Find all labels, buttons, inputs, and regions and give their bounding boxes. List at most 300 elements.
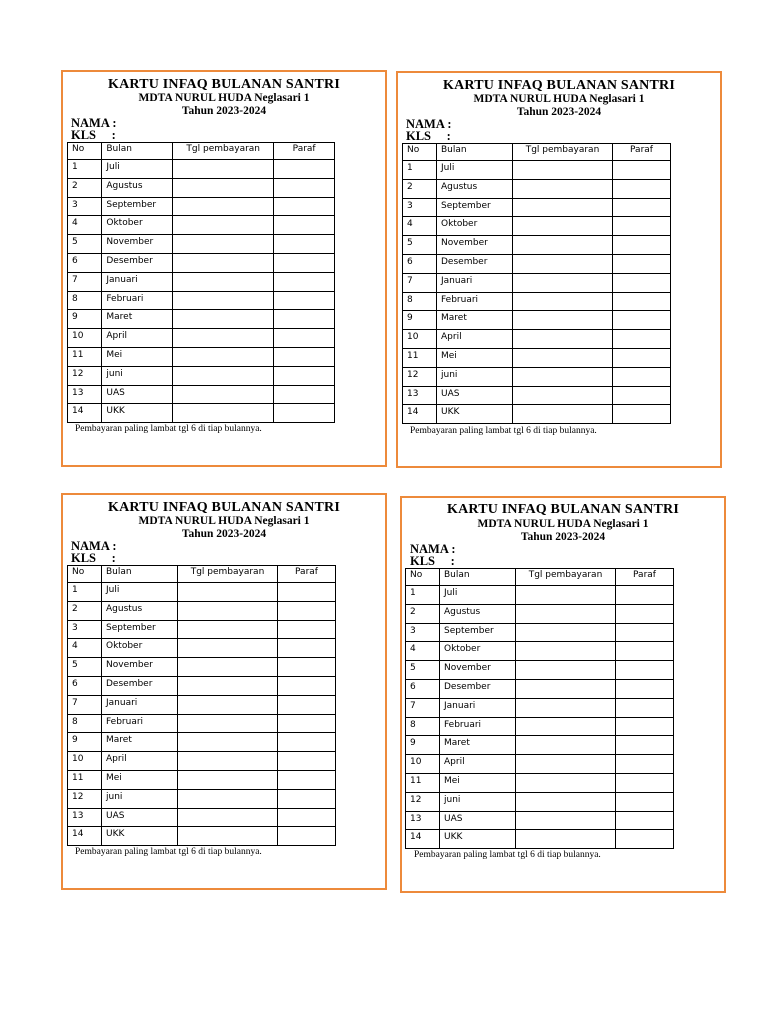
cell-paraf bbox=[613, 254, 671, 273]
cell-tgl-pembayaran bbox=[178, 789, 278, 808]
cell-no: 9 bbox=[68, 310, 102, 329]
cell-tgl-pembayaran bbox=[516, 586, 616, 605]
cell-bulan: Juli bbox=[102, 583, 178, 602]
cell-paraf bbox=[613, 179, 671, 198]
kls-label: KLS : bbox=[406, 129, 451, 143]
cell-bulan: Maret bbox=[102, 733, 178, 752]
cell-no: 7 bbox=[403, 273, 437, 292]
table-row bbox=[406, 642, 674, 661]
cell-paraf bbox=[613, 236, 671, 255]
school-year: Tahun 2023-2024 bbox=[516, 106, 602, 118]
cell-bulan: Agustus bbox=[102, 601, 178, 620]
header-no: No bbox=[406, 569, 440, 586]
header-tgl-pembayaran: Tgl pembayaran bbox=[513, 144, 613, 161]
table-row bbox=[68, 583, 336, 602]
cell-paraf bbox=[613, 161, 671, 180]
table-row bbox=[403, 273, 671, 292]
cell-no: 12 bbox=[68, 366, 102, 385]
header-no: No bbox=[68, 143, 102, 160]
cell-no: 4 bbox=[68, 216, 102, 235]
cell-no: 8 bbox=[403, 292, 437, 311]
cell-tgl-pembayaran bbox=[513, 161, 613, 180]
cell-bulan: Juli bbox=[437, 161, 513, 180]
cell-paraf bbox=[278, 733, 336, 752]
cell-tgl-pembayaran bbox=[178, 714, 278, 733]
cell-bulan: November bbox=[437, 236, 513, 255]
cell-tgl-pembayaran bbox=[173, 310, 274, 329]
cell-bulan: September bbox=[437, 198, 513, 217]
table-row bbox=[406, 792, 674, 811]
cell-bulan: UKK bbox=[102, 827, 178, 846]
infaq-card-2 bbox=[396, 71, 722, 468]
cell-no: 9 bbox=[68, 733, 102, 752]
cell-no: 13 bbox=[403, 386, 437, 405]
cell-paraf bbox=[274, 160, 335, 179]
nama-label: NAMA : bbox=[406, 117, 452, 131]
cell-no: 3 bbox=[68, 197, 102, 216]
cell-tgl-pembayaran bbox=[516, 811, 616, 830]
cell-paraf bbox=[274, 253, 335, 272]
cell-tgl-pembayaran bbox=[513, 330, 613, 349]
table-row bbox=[68, 808, 336, 827]
cell-tgl-pembayaran bbox=[516, 698, 616, 717]
table-row bbox=[403, 292, 671, 311]
table-row bbox=[68, 676, 336, 695]
cell-paraf bbox=[613, 198, 671, 217]
cell-paraf bbox=[274, 385, 335, 404]
cell-no: 11 bbox=[403, 348, 437, 367]
cell-no: 11 bbox=[68, 347, 102, 366]
cell-paraf bbox=[274, 329, 335, 348]
cell-tgl-pembayaran bbox=[516, 623, 616, 642]
cell-no: 1 bbox=[68, 583, 102, 602]
cell-tgl-pembayaran bbox=[516, 755, 616, 774]
cell-no: 3 bbox=[406, 623, 440, 642]
cell-no: 1 bbox=[68, 160, 102, 179]
cell-paraf bbox=[274, 216, 335, 235]
header-paraf: Paraf bbox=[616, 569, 674, 586]
cell-paraf bbox=[274, 347, 335, 366]
table-row bbox=[403, 311, 671, 330]
header-bulan: Bulan bbox=[102, 566, 178, 583]
payment-rows bbox=[68, 160, 335, 423]
kls-label: KLS : bbox=[71, 551, 116, 565]
cell-tgl-pembayaran bbox=[178, 658, 278, 677]
cell-no: 4 bbox=[68, 639, 102, 658]
cell-no: 14 bbox=[68, 827, 102, 846]
cell-bulan: Maret bbox=[440, 736, 516, 755]
table-row bbox=[68, 620, 336, 639]
cell-bulan: April bbox=[102, 329, 173, 348]
payment-rows bbox=[68, 583, 336, 846]
table-row bbox=[68, 658, 336, 677]
cell-tgl-pembayaran bbox=[173, 291, 274, 310]
cell-tgl-pembayaran bbox=[173, 272, 274, 291]
table-row bbox=[68, 160, 335, 179]
cell-tgl-pembayaran bbox=[513, 405, 613, 424]
cell-no: 4 bbox=[406, 642, 440, 661]
table-row bbox=[406, 811, 674, 830]
cell-bulan: Desember bbox=[440, 679, 516, 698]
cell-tgl-pembayaran bbox=[173, 347, 274, 366]
cell-bulan: UAS bbox=[102, 385, 173, 404]
payment-table bbox=[402, 143, 671, 424]
table-row bbox=[403, 236, 671, 255]
cell-no: 14 bbox=[406, 830, 440, 849]
card-title: KARTU INFAQ BULANAN SANTRI bbox=[447, 502, 679, 517]
cell-paraf bbox=[613, 367, 671, 386]
header-tgl-pembayaran: Tgl pembayaran bbox=[173, 143, 274, 160]
table-row bbox=[406, 604, 674, 623]
cell-paraf bbox=[616, 792, 674, 811]
table-row bbox=[406, 736, 674, 755]
cell-paraf bbox=[616, 679, 674, 698]
cell-bulan: November bbox=[440, 661, 516, 680]
cell-tgl-pembayaran bbox=[513, 386, 613, 405]
table-row bbox=[403, 386, 671, 405]
cell-tgl-pembayaran bbox=[178, 752, 278, 771]
cell-tgl-pembayaran bbox=[513, 311, 613, 330]
cell-bulan: Agustus bbox=[437, 179, 513, 198]
table-row bbox=[68, 639, 336, 658]
header-tgl-pembayaran: Tgl pembayaran bbox=[516, 569, 616, 586]
cell-bulan: Mei bbox=[102, 347, 173, 366]
cell-paraf bbox=[616, 717, 674, 736]
cell-bulan: juni bbox=[437, 367, 513, 386]
cell-no: 5 bbox=[406, 661, 440, 680]
cell-paraf bbox=[616, 604, 674, 623]
cell-tgl-pembayaran bbox=[173, 178, 274, 197]
cell-no: 10 bbox=[68, 329, 102, 348]
cell-paraf bbox=[616, 830, 674, 849]
payment-table bbox=[67, 142, 335, 423]
table-row bbox=[403, 161, 671, 180]
cell-paraf bbox=[613, 330, 671, 349]
cell-paraf bbox=[278, 658, 336, 677]
cell-bulan: April bbox=[437, 330, 513, 349]
cell-paraf bbox=[613, 348, 671, 367]
infaq-card-3 bbox=[61, 493, 387, 890]
cell-paraf bbox=[616, 586, 674, 605]
table-row bbox=[68, 253, 335, 272]
cell-tgl-pembayaran bbox=[513, 217, 613, 236]
cell-no: 12 bbox=[406, 792, 440, 811]
cell-bulan: September bbox=[440, 623, 516, 642]
table-row bbox=[406, 830, 674, 849]
cell-paraf bbox=[616, 661, 674, 680]
table-row bbox=[406, 661, 674, 680]
cell-paraf bbox=[274, 197, 335, 216]
cell-paraf bbox=[278, 620, 336, 639]
cell-tgl-pembayaran bbox=[173, 404, 274, 423]
cell-bulan: Februari bbox=[102, 714, 178, 733]
cell-tgl-pembayaran bbox=[513, 273, 613, 292]
cell-paraf bbox=[278, 770, 336, 789]
cell-no: 6 bbox=[68, 676, 102, 695]
cell-paraf bbox=[613, 292, 671, 311]
table-row bbox=[403, 405, 671, 424]
table-row bbox=[68, 272, 335, 291]
infaq-card-1 bbox=[61, 70, 387, 467]
cell-bulan: April bbox=[440, 755, 516, 774]
cell-bulan: Januari bbox=[102, 695, 178, 714]
cell-no: 9 bbox=[403, 311, 437, 330]
school-name: MDTA NURUL HUDA Neglasari 1 bbox=[473, 93, 645, 105]
cell-paraf bbox=[616, 623, 674, 642]
cell-bulan: Agustus bbox=[440, 604, 516, 623]
cell-no: 8 bbox=[68, 714, 102, 733]
table-row bbox=[406, 773, 674, 792]
cell-paraf bbox=[278, 601, 336, 620]
cell-tgl-pembayaran bbox=[173, 253, 274, 272]
cell-no: 4 bbox=[403, 217, 437, 236]
payment-rows bbox=[406, 586, 674, 849]
cell-no: 7 bbox=[406, 698, 440, 717]
cell-no: 8 bbox=[68, 291, 102, 310]
table-row bbox=[68, 733, 336, 752]
cell-bulan: UKK bbox=[437, 405, 513, 424]
header-paraf: Paraf bbox=[274, 143, 335, 160]
cell-tgl-pembayaran bbox=[516, 773, 616, 792]
table-row bbox=[68, 752, 336, 771]
cell-no: 8 bbox=[406, 717, 440, 736]
cell-paraf bbox=[278, 827, 336, 846]
cell-bulan: November bbox=[102, 658, 178, 677]
card-title: KARTU INFAQ BULANAN SANTRI bbox=[443, 78, 675, 93]
table-row bbox=[68, 770, 336, 789]
nama-label: NAMA : bbox=[71, 539, 117, 553]
table-row bbox=[403, 367, 671, 386]
cell-bulan: April bbox=[102, 752, 178, 771]
cell-tgl-pembayaran bbox=[513, 254, 613, 273]
table-row bbox=[68, 404, 335, 423]
table-row bbox=[68, 385, 335, 404]
cell-tgl-pembayaran bbox=[178, 601, 278, 620]
cell-paraf bbox=[278, 695, 336, 714]
cell-paraf bbox=[274, 404, 335, 423]
kls-label: KLS : bbox=[71, 128, 116, 142]
cell-paraf bbox=[274, 235, 335, 254]
cell-no: 7 bbox=[68, 272, 102, 291]
cell-no: 6 bbox=[68, 253, 102, 272]
table-row bbox=[68, 347, 335, 366]
cell-bulan: UAS bbox=[440, 811, 516, 830]
cell-paraf bbox=[278, 808, 336, 827]
header-no: No bbox=[403, 144, 437, 161]
school-name: MDTA NURUL HUDA Neglasari 1 bbox=[477, 518, 649, 530]
cell-paraf bbox=[613, 273, 671, 292]
cell-no: 12 bbox=[68, 789, 102, 808]
table-row bbox=[406, 679, 674, 698]
cell-bulan: UKK bbox=[440, 830, 516, 849]
cell-tgl-pembayaran bbox=[178, 583, 278, 602]
cell-tgl-pembayaran bbox=[173, 366, 274, 385]
cell-no: 5 bbox=[68, 658, 102, 677]
cell-no: 14 bbox=[68, 404, 102, 423]
cell-tgl-pembayaran bbox=[516, 604, 616, 623]
payment-table bbox=[67, 565, 336, 846]
cell-tgl-pembayaran bbox=[513, 292, 613, 311]
table-row bbox=[406, 586, 674, 605]
table-row bbox=[403, 254, 671, 273]
cell-no: 1 bbox=[406, 586, 440, 605]
table-row bbox=[406, 755, 674, 774]
table-row bbox=[403, 179, 671, 198]
cell-no: 2 bbox=[403, 179, 437, 198]
cell-no: 5 bbox=[68, 235, 102, 254]
school-name: MDTA NURUL HUDA Neglasari 1 bbox=[138, 92, 310, 104]
cell-paraf bbox=[274, 272, 335, 291]
cell-paraf bbox=[616, 811, 674, 830]
cell-bulan: Januari bbox=[437, 273, 513, 292]
cell-tgl-pembayaran bbox=[516, 661, 616, 680]
table-row bbox=[68, 291, 335, 310]
cell-tgl-pembayaran bbox=[178, 639, 278, 658]
cell-no: 5 bbox=[403, 236, 437, 255]
cell-paraf bbox=[616, 773, 674, 792]
card-title: KARTU INFAQ BULANAN SANTRI bbox=[108, 500, 340, 515]
cell-bulan: UAS bbox=[437, 386, 513, 405]
cell-paraf bbox=[274, 310, 335, 329]
cell-bulan: Maret bbox=[437, 311, 513, 330]
cell-bulan: September bbox=[102, 197, 173, 216]
cell-no: 13 bbox=[406, 811, 440, 830]
school-year: Tahun 2023-2024 bbox=[181, 105, 267, 117]
cell-bulan: Desember bbox=[102, 676, 178, 695]
table-row bbox=[68, 789, 336, 808]
table-row bbox=[406, 717, 674, 736]
header-tgl-pembayaran: Tgl pembayaran bbox=[178, 566, 278, 583]
cell-bulan: UAS bbox=[102, 808, 178, 827]
table-row bbox=[68, 601, 336, 620]
header-bulan: Bulan bbox=[440, 569, 516, 586]
cell-bulan: Juli bbox=[102, 160, 173, 179]
cell-bulan: Mei bbox=[102, 770, 178, 789]
table-row bbox=[406, 698, 674, 717]
cell-bulan: Mei bbox=[437, 348, 513, 367]
cell-tgl-pembayaran bbox=[173, 197, 274, 216]
cell-tgl-pembayaran bbox=[516, 736, 616, 755]
cell-paraf bbox=[616, 698, 674, 717]
payment-rows bbox=[403, 161, 671, 424]
cell-bulan: November bbox=[102, 235, 173, 254]
cell-tgl-pembayaran bbox=[516, 830, 616, 849]
cell-no: 3 bbox=[68, 620, 102, 639]
school-year: Tahun 2023-2024 bbox=[181, 528, 267, 540]
cell-bulan: juni bbox=[102, 789, 178, 808]
cell-bulan: Oktober bbox=[440, 642, 516, 661]
payment-table bbox=[405, 568, 674, 849]
school-name: MDTA NURUL HUDA Neglasari 1 bbox=[138, 515, 310, 527]
cell-tgl-pembayaran bbox=[173, 235, 274, 254]
cell-tgl-pembayaran bbox=[178, 827, 278, 846]
header-bulan: Bulan bbox=[437, 144, 513, 161]
cell-no: 11 bbox=[68, 770, 102, 789]
cell-no: 1 bbox=[403, 161, 437, 180]
cell-tgl-pembayaran bbox=[178, 676, 278, 695]
payment-note: Pembayaran paling lambat tgl 6 di tiap bulannya. bbox=[75, 424, 262, 434]
payment-note: Pembayaran paling lambat tgl 6 di tiap bulannya. bbox=[410, 426, 597, 436]
cell-bulan: Oktober bbox=[102, 639, 178, 658]
header-paraf: Paraf bbox=[613, 144, 671, 161]
cell-paraf bbox=[616, 755, 674, 774]
cell-no: 9 bbox=[406, 736, 440, 755]
cell-no: 3 bbox=[403, 198, 437, 217]
table-row bbox=[403, 330, 671, 349]
cell-bulan: juni bbox=[440, 792, 516, 811]
cell-no: 11 bbox=[406, 773, 440, 792]
table-row bbox=[68, 695, 336, 714]
cell-bulan: Maret bbox=[102, 310, 173, 329]
cell-paraf bbox=[613, 386, 671, 405]
cell-no: 7 bbox=[68, 695, 102, 714]
table-row bbox=[68, 197, 335, 216]
cell-paraf bbox=[613, 217, 671, 236]
cell-bulan: Desember bbox=[102, 253, 173, 272]
cell-paraf bbox=[274, 366, 335, 385]
cell-tgl-pembayaran bbox=[513, 236, 613, 255]
cell-tgl-pembayaran bbox=[178, 733, 278, 752]
cell-no: 2 bbox=[68, 601, 102, 620]
cell-bulan: Januari bbox=[440, 698, 516, 717]
cell-no: 10 bbox=[68, 752, 102, 771]
cell-bulan: Oktober bbox=[437, 217, 513, 236]
cell-tgl-pembayaran bbox=[513, 198, 613, 217]
kls-label: KLS : bbox=[410, 554, 455, 568]
cell-tgl-pembayaran bbox=[513, 179, 613, 198]
table-row bbox=[68, 366, 335, 385]
cell-paraf bbox=[613, 311, 671, 330]
cell-paraf bbox=[278, 714, 336, 733]
cell-paraf bbox=[613, 405, 671, 424]
card-title: KARTU INFAQ BULANAN SANTRI bbox=[108, 77, 340, 92]
infaq-card-4 bbox=[400, 496, 726, 893]
header-no: No bbox=[68, 566, 102, 583]
table-row bbox=[403, 198, 671, 217]
cell-bulan: Februari bbox=[440, 717, 516, 736]
nama-label: NAMA : bbox=[410, 542, 456, 556]
table-row bbox=[68, 235, 335, 254]
payment-note: Pembayaran paling lambat tgl 6 di tiap bulannya. bbox=[414, 850, 601, 860]
cell-bulan: UKK bbox=[102, 404, 173, 423]
cell-tgl-pembayaran bbox=[513, 348, 613, 367]
cell-paraf bbox=[274, 178, 335, 197]
nama-label: NAMA : bbox=[71, 116, 117, 130]
cell-no: 10 bbox=[406, 755, 440, 774]
cell-tgl-pembayaran bbox=[516, 717, 616, 736]
payment-note: Pembayaran paling lambat tgl 6 di tiap bulannya. bbox=[75, 847, 262, 857]
cell-no: 13 bbox=[68, 808, 102, 827]
cell-no: 2 bbox=[406, 604, 440, 623]
table-row bbox=[403, 348, 671, 367]
header-bulan: Bulan bbox=[102, 143, 173, 160]
header-paraf: Paraf bbox=[278, 566, 336, 583]
table-row bbox=[68, 329, 335, 348]
table-row bbox=[403, 217, 671, 236]
cell-bulan: Mei bbox=[440, 773, 516, 792]
table-row bbox=[68, 216, 335, 235]
table-row bbox=[68, 827, 336, 846]
table-row bbox=[406, 623, 674, 642]
cell-bulan: juni bbox=[102, 366, 173, 385]
cell-paraf bbox=[616, 736, 674, 755]
cell-tgl-pembayaran bbox=[173, 385, 274, 404]
cell-paraf bbox=[278, 583, 336, 602]
cell-bulan: Februari bbox=[437, 292, 513, 311]
cell-no: 13 bbox=[68, 385, 102, 404]
school-year: Tahun 2023-2024 bbox=[520, 531, 606, 543]
cell-bulan: Januari bbox=[102, 272, 173, 291]
